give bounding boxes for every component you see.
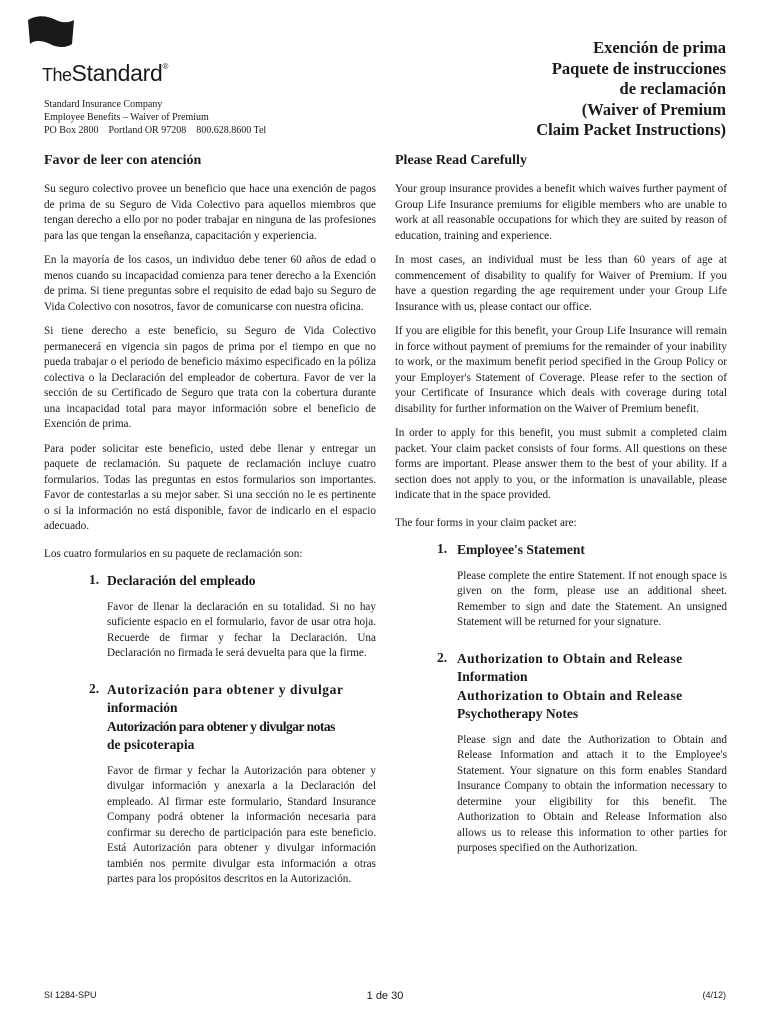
- the-standard-logo: TheStandard®: [42, 60, 169, 86]
- title-line: Claim Packet Instructions): [536, 120, 726, 139]
- spanish-column: [44, 150, 376, 888]
- section-heading: Favor de leer con atención: [44, 153, 202, 168]
- revision-date: (4/12): [702, 990, 726, 1000]
- item-body: Please complete the entire Statement. If not enough space is given on the form, please use an additional sheet. Remember to sign and date the Statement. An unsigned Statement will be returned for your signature.: [457, 569, 727, 628]
- form-item: [395, 541, 727, 631]
- section-heading: Please Read Carefully: [395, 153, 527, 168]
- paragraph: Para poder solicitar este beneficio, usted debe llenar y entregar un paquete de reclamación. Su paquete de reclamación incluye cuatro formularios. Todas las preguntas en estos formularios son importantes. Favor de contestarlas a su mejor saber. Si una sección no le es pertinente o si la información no está disponible, favor de indicarlo en el espacio adecuado.: [44, 442, 376, 532]
- form-item: [395, 650, 727, 857]
- paragraph: If you are eligible for this benefit, your Group Life Insurance will remain in force without payment of premiums for the remainder of your inability to work, or the maximum benefit period specified in the Group Policy or your Employer's Statement of Coverage. Please refer to the section of your Certificate of Insurance which deals with coverage during total disability for further information on the Waiver of Premium benefit.: [395, 325, 727, 415]
- company-address: [44, 98, 266, 137]
- item-body: Favor de llenar la declaración en su totalidad. Si no hay suficiente espacio en el formulario, favor de usar otra hoja. Recuerde de firmar y fechar la Declaración. Una Declaración no firmada le será devuelta para que la firme.: [107, 600, 376, 659]
- forms-intro: The four forms in your claim packet are:: [395, 516, 577, 529]
- title-line: Exención de prima: [593, 38, 726, 57]
- paragraph: Su seguro colectivo provee un beneficio que hace una exención de pagos de prima de su Seguro de Vida Colectivo para aquellos miembros que tengan derecho a ello por no poder trabajar en ninguna de las profesiones para las que tengan la enseñanza, capacitación y experiencia.: [44, 183, 376, 242]
- flag-logo-icon: [26, 14, 76, 54]
- page-number: 1 de 30: [366, 990, 404, 1002]
- item-body: Favor de firmar y fechar la Autorización para obtener y divulgar información y anexarla a la Declaración del empleado. Al firmar este formulario, Standard Insurance Company podrá obtener la información necesaria para confirmar su derecho de participación para este beneficio. Está Autorización para obtener y divulgar información también nos permite divulgar esta información a otras partes para los propósitos descritos en la Autorización.: [107, 764, 376, 885]
- item-heading: Declaración del empleado: [107, 573, 256, 588]
- title-line: de reclamación: [619, 79, 726, 98]
- document-title: [536, 38, 726, 141]
- paragraph: Your group insurance provides a benefit which waives further payment of Group Life Insurance premiums for eligible members who are unable to work at all reasonable occupations for which they are suited by reason of education, training and experience.: [395, 183, 727, 242]
- forms-intro: Los cuatro formularios en su paquete de reclamación son:: [44, 547, 303, 560]
- paragraph: Si tiene derecho a este beneficio, su Seguro de Vida Colectivo permanecerá en vigencia sin pagos de prima por el tiempo en que no pueda trabajar o el periodo de beneficio máximo especificado en la póliza colectiva o la Declaración del empleador de cobertura. Favor de ver la sección de su Certificado de Seguro que trata con la cobertura durante una incapacidad total para mayor información sobre el beneficio de Exención de prima.: [44, 325, 376, 430]
- item-number: 2.: [437, 649, 448, 665]
- item-number: 1.: [89, 572, 100, 587]
- title-line: (Waiver of Premium: [581, 99, 726, 119]
- company-line: Employee Benefits – Waiver of Premium: [44, 112, 209, 123]
- item-heading: Authorization to Obtain and Release Information Authorization to Obtain and Release Psychotherapy Notes: [457, 650, 683, 721]
- form-code: SI 1284-SPU: [44, 990, 97, 1000]
- item-number: 1.: [437, 541, 448, 556]
- title-line: Paquete de instrucciones: [551, 58, 726, 78]
- paragraph: In most cases, an individual must be less than 60 years of age at commencement of disability to qualify for Waiver of Premium. If you have a question regarding the age requirement under your Group Life Insurance with us, please contact our office.: [395, 254, 727, 313]
- item-body: Please sign and date the Authorization to Obtain and Release Information and attach it to the Employee's Statement. Your signature on this form enables Standard Insurance Company to obtain the information necessary to determine your eligibility for this benefit. The Authorization to Obtain and Release Information also allows us to release this information to other parties for purposes specified on the Authorization.: [457, 733, 727, 854]
- english-column: [395, 150, 727, 857]
- form-item: [44, 572, 376, 662]
- item-number: 2.: [89, 680, 100, 696]
- paragraph: En la mayoría de los casos, un individuo debe tener 60 años de edad o menos cuando su incapacidad comienza para tener derecho a la Exención de prima. Si tiene preguntas sobre el requisito de edad bajo su Seguro de Vida Colectivo con nosotros, favor de comunicarse con nuestra oficina.: [44, 254, 376, 313]
- item-heading: Employee's Statement: [457, 542, 585, 557]
- company-line: Standard Insurance Company: [44, 99, 163, 110]
- form-item: [44, 681, 376, 888]
- item-heading: Autorización para obtener y divulgar información Autorización para obtener y divulgar notas de psicoterapia: [107, 681, 344, 752]
- paragraph: In order to apply for this benefit, you must submit a completed claim packet. Your claim packet consists of four forms. All questions on these forms are important. Please answer them to the best of your ability. If a section does not apply to you, or the information is unavailable, please indicate that in the space provided.: [395, 427, 727, 501]
- company-line: PO Box 2800 Portland OR 97208 800.628.8600 Tel: [44, 125, 267, 136]
- page-footer: [44, 990, 726, 1004]
